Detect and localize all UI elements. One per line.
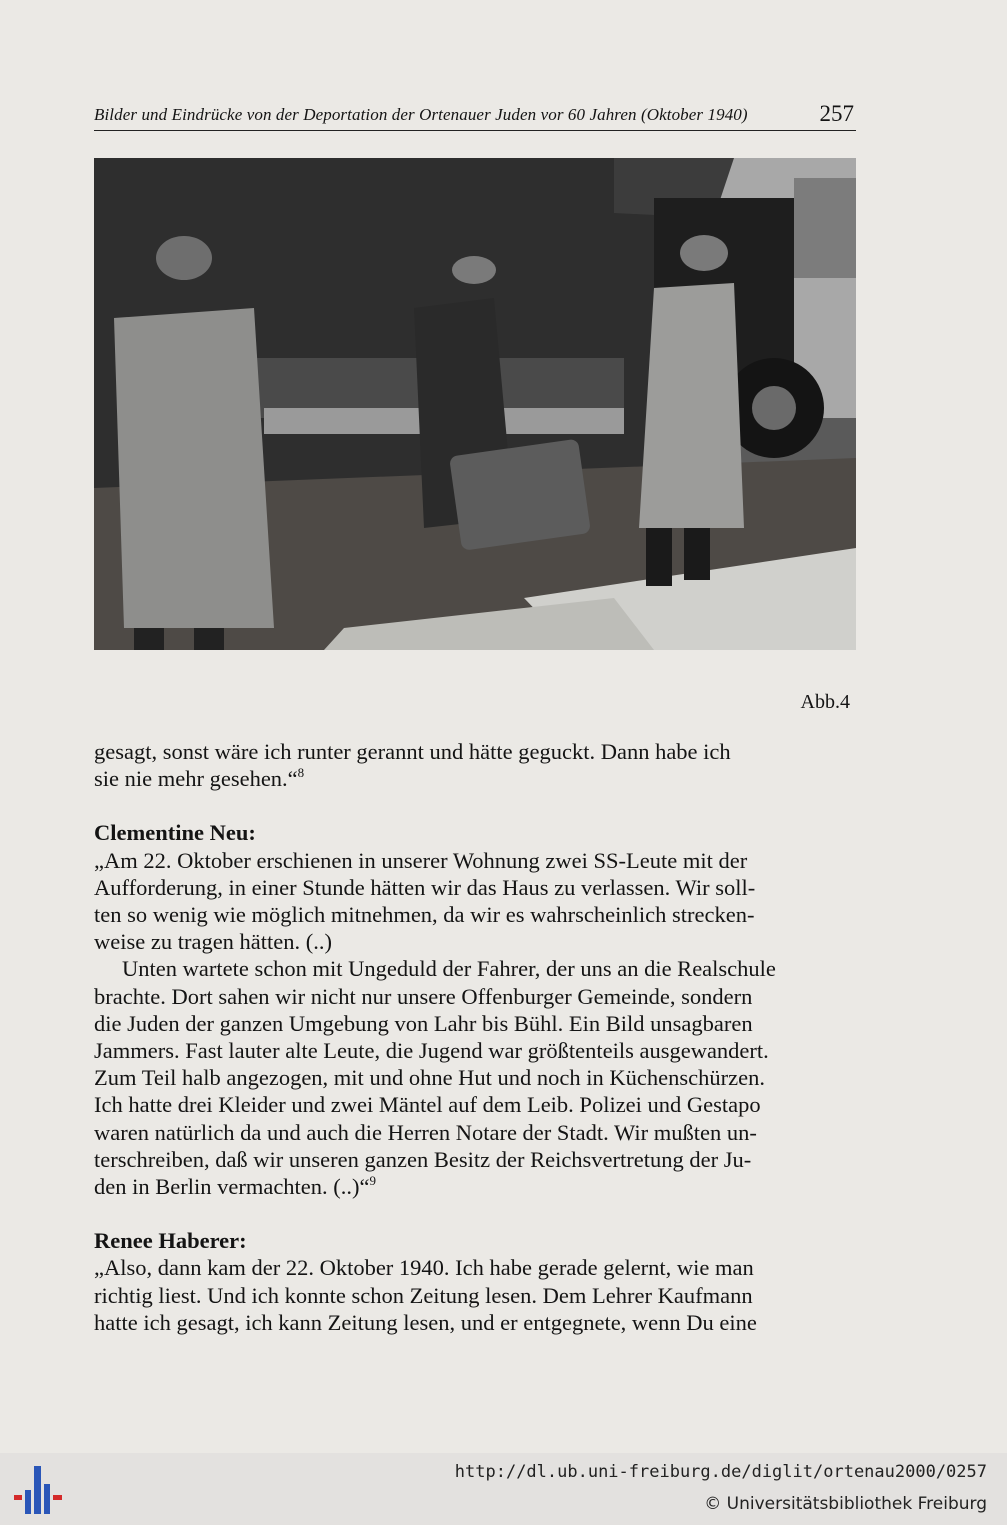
text-line: richtig liest. Und ich konnte schon Zeitung lesen. Dem Lehrer Kaufmann <box>94 1282 753 1308</box>
text-line: Ich hatte drei Kleider und zwei Mäntel auf dem Leib. Polizei und Gestapo <box>94 1092 761 1118</box>
deportation-photograph <box>94 158 856 650</box>
paragraph-continuation <box>94 738 856 792</box>
text-line: sie nie mehr gesehen.“ <box>94 766 298 792</box>
paragraph <box>94 955 856 1200</box>
text-line: waren natürlich da und auch die Herren Notare der Stadt. Wir mußten un- <box>94 1119 757 1145</box>
text-line: hatte ich gesagt, ich kann Zeitung lesen, und er entgegnete, wenn Du eine <box>94 1309 757 1335</box>
body-text <box>94 738 856 1336</box>
paragraph <box>94 1254 856 1336</box>
permalink-url[interactable]: http://dl.ub.uni-freiburg.de/diglit/ortenau2000/0257 <box>454 1462 987 1482</box>
figure-caption: Abb.4 <box>800 691 850 713</box>
running-header <box>94 98 856 131</box>
speaker-heading: Renee Haberer: <box>94 1228 247 1254</box>
text-line: ten so wenig wie möglich mitnehmen, da wir es wahrscheinlich strecken- <box>94 902 755 928</box>
library-logo-icon <box>14 1466 62 1514</box>
footnote-marker: 9 <box>369 1173 377 1189</box>
text-line: terschreiben, daß wir unseren ganzen Besitz der Reichsvertretung der Ju- <box>94 1146 752 1172</box>
running-title: Bilder und Eindrücke von der Deportation der Ortenauer Juden vor 60 Jahren (Oktober 1940) <box>94 105 748 124</box>
footnote-marker: 8 <box>297 765 305 781</box>
text-line: „Also, dann kam der 22. Oktober 1940. Ich habe gerade gelernt, wie man <box>94 1255 754 1281</box>
speaker-heading: Clementine Neu: <box>94 820 256 846</box>
text-line: Jammers. Fast lauter alte Leute, die Jugend war größtenteils ausgewandert. <box>94 1038 769 1064</box>
text-line: Unten wartete schon mit Ungeduld der Fahrer, der uns an die Realschule <box>122 956 776 982</box>
text-line: Zum Teil halb angezogen, mit und ohne Hut und noch in Küchenschürzen. <box>94 1065 765 1091</box>
text-line: „Am 22. Oktober erschienen in unserer Wohnung zwei SS-Leute mit der <box>94 847 748 873</box>
page-number: 257 <box>819 101 854 126</box>
text-line: den in Berlin vermachten. (..)“ <box>94 1174 370 1200</box>
copyright-notice: © Universitätsbibliothek Freiburg <box>704 1494 987 1514</box>
text-line: die Juden der ganzen Umgebung von Lahr bis Bühl. Ein Bild unsagbaren <box>94 1010 753 1036</box>
text-line: brachte. Dort sahen wir nicht nur unsere Offenburger Gemeinde, sondern <box>94 983 753 1009</box>
text-line: Aufforderung, in einer Stunde hätten wir das Haus zu verlassen. Wir soll- <box>94 874 756 900</box>
text-line: gesagt, sonst wäre ich runter gerannt und hätte geguckt. Dann habe ich <box>94 739 731 764</box>
text-line: weise zu tragen hätten. (..) <box>94 929 333 955</box>
paragraph <box>94 847 856 956</box>
